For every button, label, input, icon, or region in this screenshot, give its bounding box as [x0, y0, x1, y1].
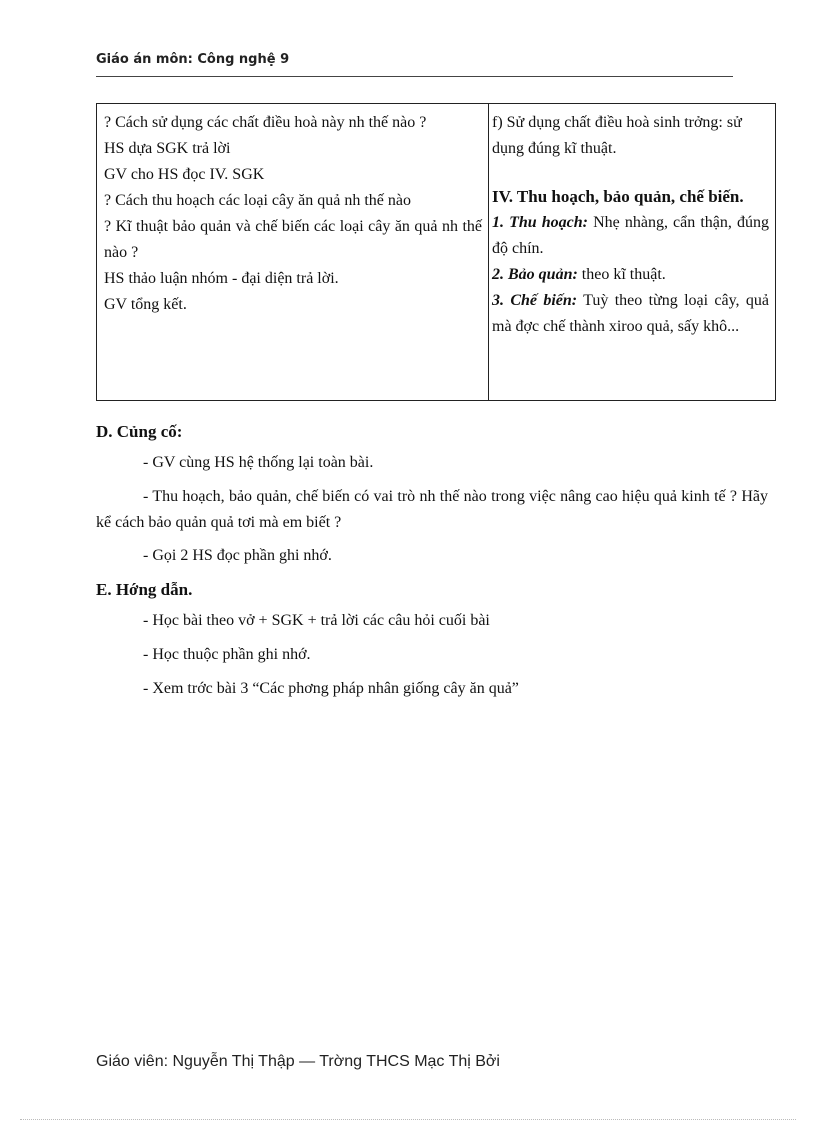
lesson-table	[96, 103, 776, 401]
teacher-activity-column	[97, 104, 489, 400]
item-label: 3. Chế biến:	[492, 292, 578, 309]
item-text: theo kĩ thuật.	[577, 266, 666, 283]
f-item: f) Sử dụng chất điều hoà sinh trởng: sử dụng đúng kĩ thuật.	[492, 114, 742, 157]
table-left-line: GV cho HS đọc IV. SGK	[104, 166, 265, 183]
table-left-line: HS thảo luận nhóm - đại diện trả lời.	[104, 270, 339, 287]
table-left-line: ? Kĩ thuật bảo quản và chế biến các loại cây ăn quả nh thế nào ?	[104, 218, 482, 261]
table-left-line: ? Cách sử dụng các chất điều hoà này nh thế nào ?	[104, 114, 427, 131]
page-bottom-divider	[20, 1119, 796, 1120]
section-d-line: - Gọi 2 HS đọc phần ghi nhớ.	[143, 547, 332, 564]
table-left-line: HS dựa SGK trả lời	[104, 140, 231, 157]
item-process	[492, 288, 769, 340]
section-d-line: - Thu hoạch, bảo quản, chế biến có vai trò nh thế nào trong việc nâng cao hiệu quả kinh tế ? Hãy kể cách bảo quản quả tơi mà em biết ?	[96, 488, 768, 531]
section-d-line: - GV cùng HS hệ thống lại toàn bài.	[143, 454, 374, 471]
section-iv-title: IV. Thu hoạch, bảo quản, chế biến.	[492, 187, 744, 206]
table-left-line: ? Cách thu hoạch các loại cây ăn quả nh thế nào	[104, 192, 411, 209]
page-footer: Giáo viên: Nguyễn Thị Thập — Trờng THCS Mạc Thị Bởi	[96, 1053, 500, 1070]
section-e-title: E. Hớng dẫn.	[96, 580, 193, 599]
section-e-line: - Học thuộc phần ghi nhớ.	[143, 646, 311, 663]
section-e-line: - Học bài theo vở + SGK + trả lời các câu hỏi cuối bài	[143, 612, 490, 629]
item-text: Nhẹ nhàng, cẩn thận, đúng độ chín.	[492, 214, 769, 257]
item-text: Tuỳ theo từng loại cây, quả mà đợc chế thành xiroo quả, sấy khô...	[492, 292, 769, 335]
section-e-line: - Xem trớc bài 3 “Các phơng pháp nhân giống cây ăn quả”	[143, 680, 519, 697]
page-header: Giáo án môn: Công nghệ 9	[96, 52, 290, 67]
section-d-title: D. Củng cố:	[96, 422, 183, 441]
item-harvest	[492, 210, 769, 262]
item-preserve	[492, 262, 769, 288]
item-label: 2. Bảo quản:	[492, 266, 578, 283]
header-rule	[96, 76, 733, 77]
item-label: 1. Thu hoạch:	[492, 214, 588, 231]
content-column	[489, 104, 775, 400]
table-left-line: GV tổng kết.	[104, 296, 187, 313]
